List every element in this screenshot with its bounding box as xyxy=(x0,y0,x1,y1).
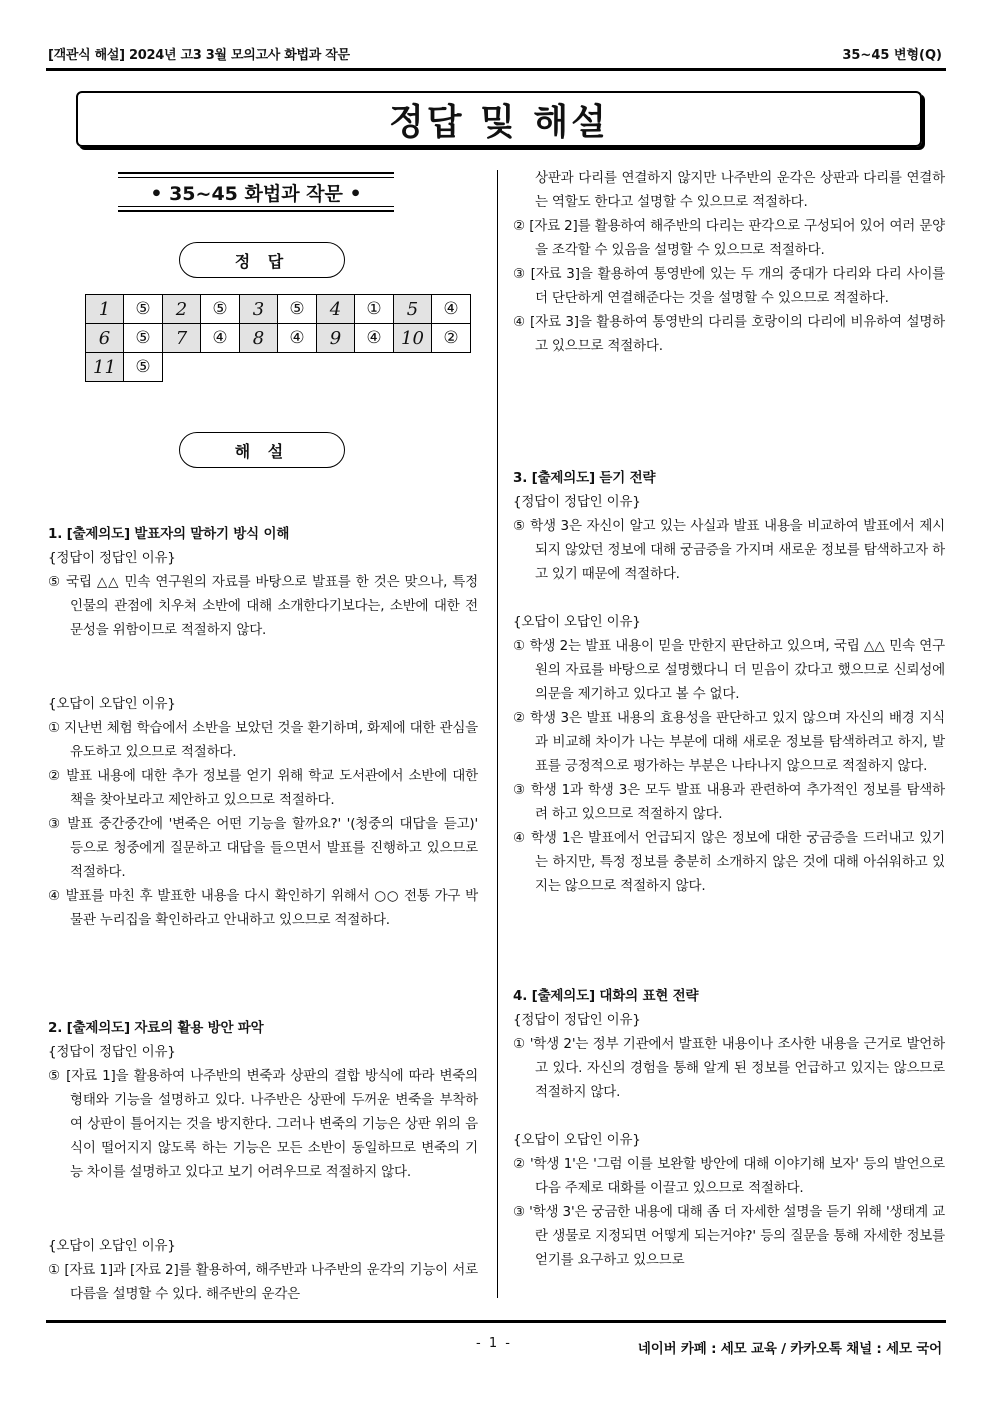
question-2-wrong-reasons-continued xyxy=(513,166,945,358)
answer-choice: ⑤ xyxy=(278,295,317,324)
answer-choice: ⑤ xyxy=(201,295,240,324)
correct-reason: ⑤ 학생 3은 자신이 알고 있는 사실과 발표 내용을 비교하여 발표에서 제시되지 않았던 정보에 대해 궁금증을 가지며 새로운 정보를 탐색하고자 하고 있기 때문에 적절하다. xyxy=(513,518,945,582)
correct-reason-label: {정답이 정답인 이유} xyxy=(513,1012,641,1028)
wrong-reason-item: ① 지난번 체험 학습에서 소반을 보았던 것을 환기하며, 화제에 대한 관심을 유도하고 있으므로 적절하다. xyxy=(48,720,478,760)
header-title: [객관식 해설] 2024년 고3 3월 모의고사 화법과 작문 xyxy=(48,48,350,63)
answer-choice: ⑤ xyxy=(124,324,163,353)
answer-table xyxy=(85,294,471,382)
correct-reason-label: {정답이 정답인 이유} xyxy=(513,494,641,510)
correct-reason-label: {정답이 정답인 이유} xyxy=(48,1044,176,1060)
wrong-reason-item: ② 발표 내용에 대한 추가 정보를 얻기 위해 학교 도서관에서 소반에 대한 책을 찾아보라고 제안하고 있으므로 적절하다. xyxy=(48,768,478,808)
column-divider xyxy=(497,170,498,1298)
answer-choice: ④ xyxy=(201,324,240,353)
answer-label: 정 답 xyxy=(179,242,345,278)
question-number: 7 xyxy=(163,324,201,353)
question-1-wrong-reasons xyxy=(48,692,478,932)
footer-contact: 네이버 카페 : 세모 교육 / 카카오톡 채널 : 세모 국어 xyxy=(637,1341,942,1357)
question-number: 10 xyxy=(394,324,432,353)
answer-choice: ④ xyxy=(278,324,317,353)
question-number: 8 xyxy=(240,324,278,353)
answer-row xyxy=(86,353,471,382)
question-2-explanation xyxy=(48,1016,478,1184)
answer-choice: ① xyxy=(355,295,394,324)
wrong-reason-item: ② [자료 2]를 활용하여 해주반의 다리는 판각으로 구성되어 있어 여러 문양을 조각할 수 있음을 설명할 수 있으므로 적절하다. xyxy=(513,218,945,258)
wrong-reason-item: ① [자료 1]과 [자료 2]를 활용하여, 해주반과 나주반의 운각의 기능이 서로 다름을 설명할 수 있다. 해주반의 운각은 xyxy=(48,1262,478,1302)
page-title: 정답 및 해설 xyxy=(76,91,922,147)
wrong-reason-item: ④ [자료 3]을 활용하여 통영반의 다리를 호랑이의 다리에 비유하여 설명하고 있으므로 적절하다. xyxy=(513,314,945,354)
question-number: 5 xyxy=(394,295,432,324)
wrong-reason-item: ② '학생 1'은 '그럼 이를 보완할 방안에 대해 이야기해 보자' 등의 발언으로 다음 주제로 대화를 이끌고 있으므로 적절하다. xyxy=(513,1156,945,1196)
answer-choice: ② xyxy=(432,324,471,353)
question-number: 2 xyxy=(163,295,201,324)
wrong-reason-item: ④ 발표를 마친 후 발표한 내용을 다시 확인하기 위해서 ○○ 전통 가구 박물관 누리집을 확인하라고 안내하고 있으므로 적절하다. xyxy=(48,888,478,928)
wrong-reason-item: ① 학생 2는 발표 내용이 믿을 만한지 판단하고 있으며, 국립 △△ 민속 연구원의 자료를 바탕으로 설명했다니 더 믿음이 갔다고 했으므로 신뢰성에 의문을 제기하고 있다고 볼 수 없다. xyxy=(513,638,945,702)
wrong-reason-label: {오답이 오답인 이유} xyxy=(48,1238,176,1254)
answer-choice: ④ xyxy=(432,295,471,324)
answer-choice: ④ xyxy=(355,324,394,353)
question-number: 11 xyxy=(86,353,124,382)
question-4-title: 4. [출제의도] 대화의 표현 전략 xyxy=(513,988,699,1004)
wrong-reason-continued: 상판과 다리를 연결하지 않지만 나주반의 운각은 상판과 다리를 연결하는 역할도 한다고 설명할 수 있으므로 적절하다. xyxy=(535,170,945,210)
wrong-reason-label: {오답이 오답인 이유} xyxy=(513,1132,641,1148)
question-number: 9 xyxy=(317,324,355,353)
header-code: 35~45 변형(Q) xyxy=(842,48,942,63)
answer-choice: ⑤ xyxy=(124,353,163,382)
section-title: • 35~45 화법과 작문 • xyxy=(118,172,394,212)
question-2-title: 2. [출제의도] 자료의 활용 방안 파악 xyxy=(48,1020,264,1036)
wrong-reason-item: ③ 발표 중간중간에 '변죽은 어떤 기능을 할까요?' '(청중의 대답을 듣고)' 등으로 청중에게 질문하고 대답을 들으면서 발표를 진행하고 있으므로 적절하다. xyxy=(48,816,478,880)
question-3-wrong-reasons xyxy=(513,610,945,898)
question-4-explanation xyxy=(513,984,945,1104)
answer-choice: ⑤ xyxy=(124,295,163,324)
header-rule xyxy=(46,68,946,71)
question-1-explanation xyxy=(48,522,478,642)
wrong-reason-label: {오답이 오답인 이유} xyxy=(513,614,641,630)
wrong-reason-item: ③ [자료 3]을 활용하여 통영반에 있는 두 개의 중대가 다리와 다리 사이를 더 단단하게 연결해준다는 것을 설명할 수 있으므로 적절하다. xyxy=(513,266,945,306)
footer-rule xyxy=(46,1320,946,1323)
question-3-explanation xyxy=(513,466,945,586)
correct-reason: ① '학생 2'는 정부 기관에서 발표한 내용이나 조사한 내용을 근거로 발언하고 있다. 자신의 경험을 통해 알게 된 정보를 언급하고 있지는 않으므로 적절하지 않다. xyxy=(513,1036,945,1100)
question-1-title: 1. [출제의도] 발표자의 말하기 방식 이해 xyxy=(48,526,290,542)
question-number: 3 xyxy=(240,295,278,324)
explanation-label: 해 설 xyxy=(179,432,345,468)
question-number: 4 xyxy=(317,295,355,324)
question-2-wrong-reasons xyxy=(48,1234,478,1306)
answer-row xyxy=(86,295,471,324)
wrong-reason-item: ③ 학생 1과 학생 3은 모두 발표 내용과 관련하여 추가적인 정보를 탐색하려 하고 있으므로 적절하지 않다. xyxy=(513,782,945,822)
correct-reason: ⑤ [자료 1]을 활용하여 나주반의 변죽과 상판의 결합 방식에 따라 변죽의 형태와 기능을 설명하고 있다. 나주반은 상판에 두꺼운 변죽을 부착하여 상판이 틀어지는 것을 방지한다. 그러나 변죽의 기능은 상판 위의 음식이 떨어지지 않도록 하는 기능은 모든 소반이 동일하므로 변죽의 기능 차이를 설명하고 있다고 보기 어려우므로 적절하지 않다. xyxy=(48,1068,478,1180)
question-3-title: 3. [출제의도] 듣기 전략 xyxy=(513,470,656,486)
correct-reason-label: {정답이 정답인 이유} xyxy=(48,550,176,566)
page-number: - 1 - xyxy=(476,1336,512,1351)
question-number: 6 xyxy=(86,324,124,353)
answer-row xyxy=(86,324,471,353)
question-4-wrong-reasons xyxy=(513,1128,945,1272)
question-number: 1 xyxy=(86,295,124,324)
wrong-reason-item: ③ '학생 3'은 궁금한 내용에 대해 좀 더 자세한 설명을 듣기 위해 '생태계 교란 생물로 지정되면 어떻게 되는거야?' 등의 질문을 통해 자세한 정보를 얻기를 요구하고 있으므로 xyxy=(513,1204,945,1268)
wrong-reason-item: ② 학생 3은 발표 내용의 효용성을 판단하고 있지 않으며 자신의 배경 지식과 비교해 차이가 나는 부분에 대해 새로운 정보를 탐색하려고 하지, 발표를 긍정적으로 평가하는 부분은 나타나지 않으므로 적절하지 않다. xyxy=(513,710,945,774)
wrong-reason-item: ④ 학생 1은 발표에서 언급되지 않은 정보에 대한 궁금증을 드러내고 있기는 하지만, 특정 정보를 충분히 소개하지 않은 것에 대해 아쉬워하고 있지는 않으므로 적절하지 않다. xyxy=(513,830,945,894)
correct-reason: ⑤ 국립 △△ 민속 연구원의 자료를 바탕으로 발표를 한 것은 맞으나, 특정 인물의 관점에 치우쳐 소반에 대해 소개한다기보다는, 소반에 대한 전문성을 위함이므로 적절하지 않다. xyxy=(48,574,478,638)
wrong-reason-label: {오답이 오답인 이유} xyxy=(48,696,176,712)
